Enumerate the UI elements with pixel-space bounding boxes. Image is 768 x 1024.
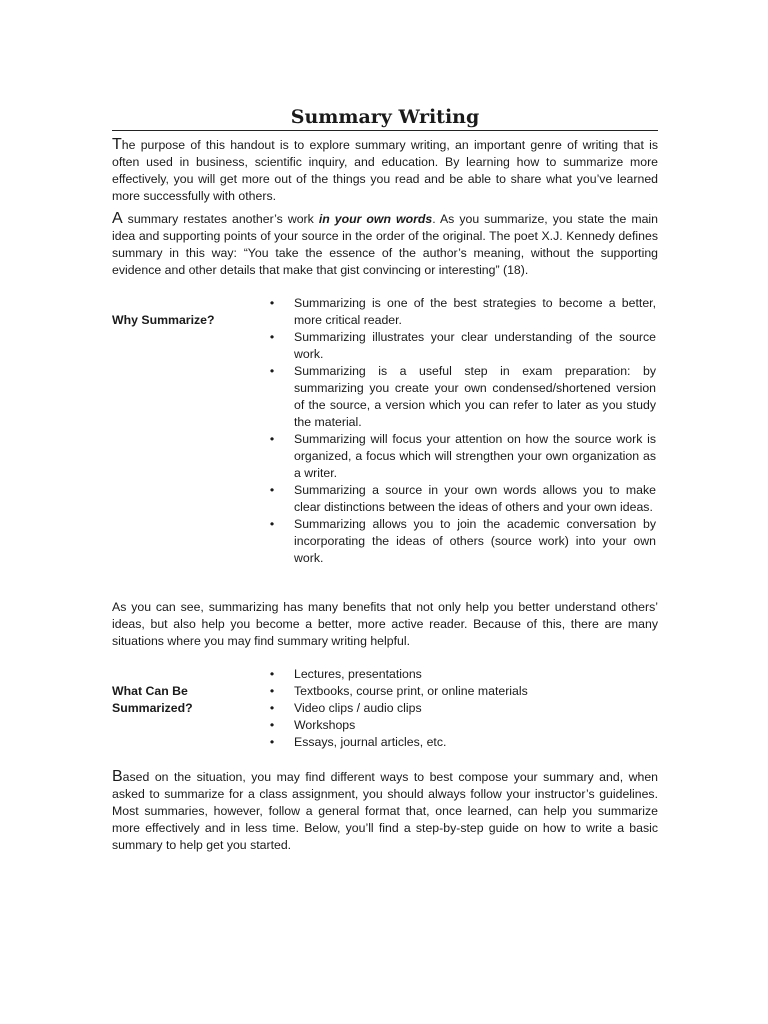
bullet-icon: • xyxy=(269,718,275,732)
bullet-icon: • xyxy=(269,330,275,344)
list-item: • Workshops xyxy=(266,717,656,734)
intro-text: he purpose of this handout is to explore summary writing, an important genre of writing that is often used in business, scientific inquiry, and education. By learning how to summarize more effectively, you will get more out of the things you read and be able to share what you’ve learned more successfully with others. xyxy=(112,138,658,203)
list-item: • Textbooks, course print, or online materials xyxy=(266,683,656,700)
definition-text-after: . As you summarize, you state the main idea and supporting points of your source in the order of the original. The poet X.J. Kennedy defines summary in this way: “You take the essence of the author’s meaning, without the supporting evidence and other details that make that gist convincing or interesting” (18). xyxy=(112,212,659,277)
list-item: • Summarizing is one of the best strategies to become a better, more critical reader. xyxy=(266,295,656,329)
bullet-icon: • xyxy=(269,432,275,446)
bullet-icon: • xyxy=(269,701,275,715)
bullet-icon: • xyxy=(269,517,275,531)
what-can-be-summarized-label: What Can Be Summarized? xyxy=(112,684,193,715)
intro-dropcap: T xyxy=(112,136,122,153)
title-underline xyxy=(112,130,658,131)
list-item: • Summarizing allows you to join the academic conversation by incorporating the ideas of others (source work) into your own work. xyxy=(266,516,656,567)
page-title: Summary Writing xyxy=(290,106,480,128)
bullet-icon: • xyxy=(269,667,275,681)
document-page xyxy=(112,0,658,1024)
what-can-be-summarized-list xyxy=(266,666,656,751)
bullet-icon: • xyxy=(269,684,275,698)
list-item: • Essays, journal articles, etc. xyxy=(266,734,656,751)
bullet-icon: • xyxy=(269,735,275,749)
list-item: • Summarizing a source in your own words allows you to make clear distinctions between the ideas of others and your own ideas. xyxy=(266,482,656,516)
list-item: • Summarizing is a useful step in exam preparation: by summarizing you create your own condensed/shortened version of the source, a version which you can refer to later as you study the material. xyxy=(266,363,656,431)
definition-emphasis: in your own words xyxy=(318,212,433,226)
list-item: • Lectures, presentations xyxy=(266,666,656,683)
bullet-icon: • xyxy=(269,483,275,497)
definition-dropcap: A xyxy=(112,210,123,227)
closing-text: ased on the situation, you may find different ways to best compose your summary and, when asked to summarize for a class assignment, you should always follow your instructor’s guidelines. Most summaries, however, follow a general format that, once learned, can help you summarize more effectively and in less time. Below, you’ll find a step-by-step guide on how to write a basic summary to help get you started. xyxy=(112,770,658,852)
intro-paragraph xyxy=(112,136,658,205)
closing-dropcap: B xyxy=(112,768,123,785)
why-summarize-list xyxy=(266,295,656,567)
bullet-icon: • xyxy=(269,364,275,378)
list-item: • Video clips / audio clips xyxy=(266,700,656,717)
bullet-icon: • xyxy=(269,296,275,310)
list-item: • Summarizing illustrates your clear understanding of the source work. xyxy=(266,329,656,363)
benefits-paragraph: As you can see, summarizing has many benefits that not only help you better understand others’ ideas, but also help you become a better, more active reader. Because of this, there are many situations where you may find summary writing helpful. xyxy=(112,600,658,648)
list-item: • Summarizing will focus your attention on how the source work is organized, a focus which will strengthen your own organization as a writer. xyxy=(266,431,656,482)
definition-paragraph xyxy=(112,210,658,279)
definition-text-before: summary restates another’s work xyxy=(122,212,319,226)
closing-paragraph xyxy=(112,768,658,854)
why-summarize-label: Why Summarize? xyxy=(112,313,215,327)
